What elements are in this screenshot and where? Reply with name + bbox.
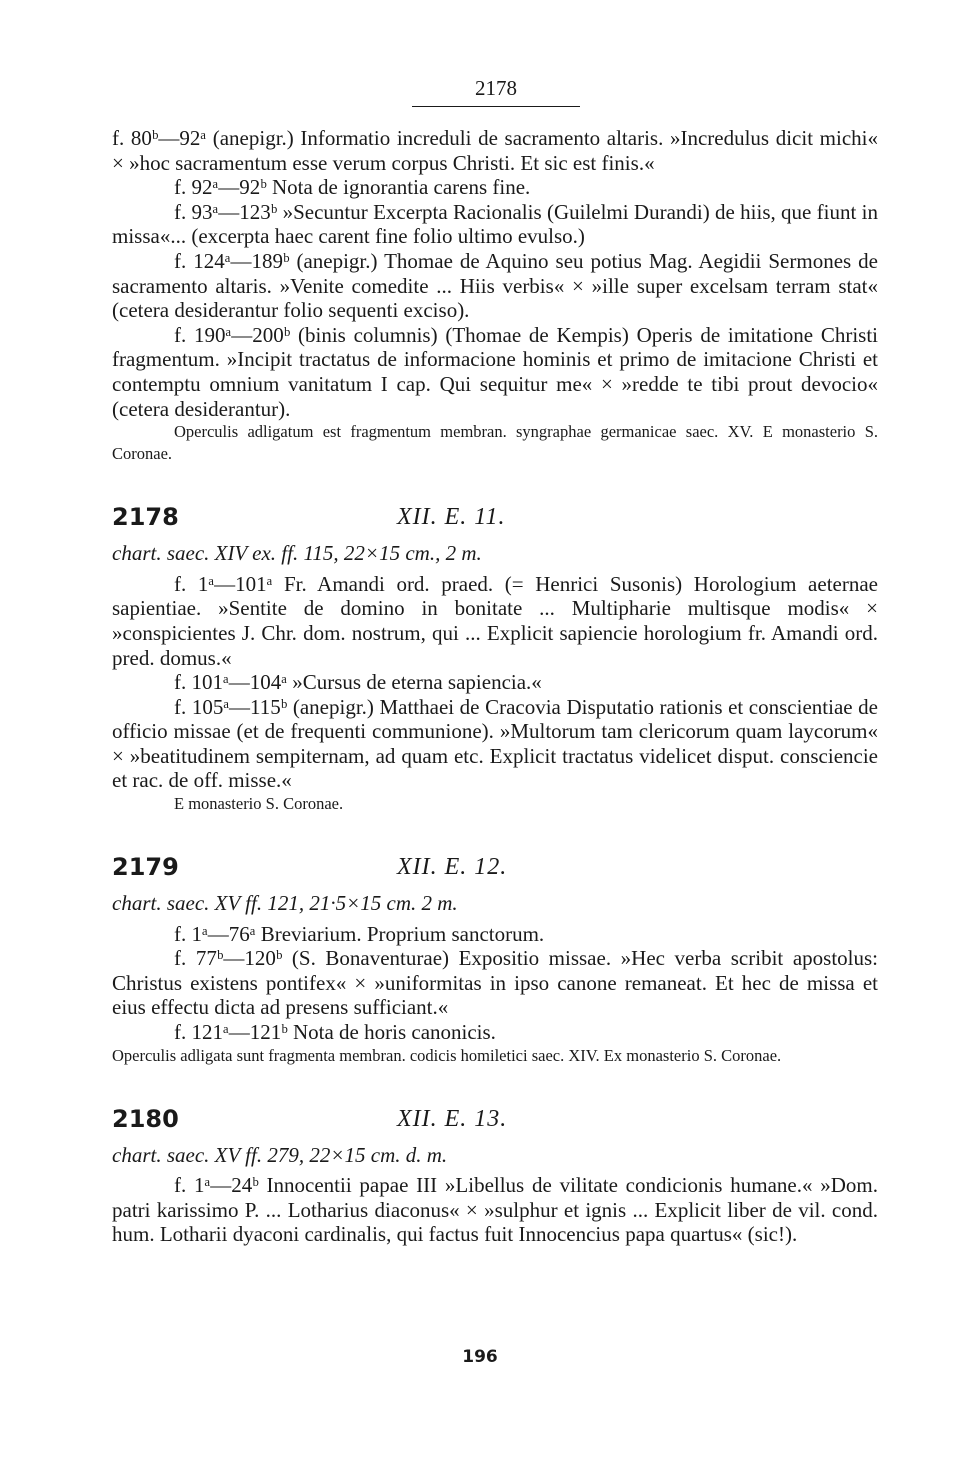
shelfmark: XII. E. 13. xyxy=(397,1105,508,1132)
entry-header xyxy=(112,505,878,537)
intro-note: Operculis adligatum est fragmentum membran. syngraphae germanicae saec. XV. E monasterio S. Coronae. xyxy=(112,422,878,464)
entry-paragraph: f. 101ᵃ—104ᵃ »Cursus de eterna sapiencia.« xyxy=(174,670,542,695)
entry-paragraph: f. 105ᵃ—115ᵇ (anepigr.) Matthaei de Cracovia Disputatio rationis et conscientiae de officio missae (et de frequenti communione). »Multorum tam clericorum quam laycorum« × »beatitudinem sempiternam, ad quam etc. Explicit tractatus videlicet disput. consciencie et rac. de off. misse.« xyxy=(112,694,878,793)
entry-paragraph: f. 121ᵃ—121ᵇ Nota de horis canonicis. xyxy=(174,1020,496,1045)
shelfmark: XII. E. 11. xyxy=(397,504,506,531)
page-body xyxy=(112,126,878,1247)
entry-number: 2178 xyxy=(112,503,179,532)
intro-paragraph-1: f. 80ᵇ—92ᵃ (anepigr.) Informatio increduli de sacramento altaris. »Incredulus dicit michi« × »hoc sacramentum esse verum corpus Christi. Et sic est finis.« xyxy=(112,126,878,175)
entry-note: Operculis adligata sunt fragmenta membran. codicis homiletici saec. XIV. Ex monasterio S. Coronae. xyxy=(112,1045,782,1065)
entry-number: 2179 xyxy=(112,853,179,882)
entry-header xyxy=(112,855,878,887)
running-head: 2178 xyxy=(412,76,580,107)
shelfmark: XII. E. 12. xyxy=(397,854,508,881)
entry-note: E monasterio S. Coronae. xyxy=(174,794,344,814)
intro-paragraph-5: f. 190ᵃ—200ᵇ (binis columnis) (Thomae de Kempis) Operis de imitatione Christi fragmentum. »Incipit tractatus de informacione hominis et primo de imitacione Christi et contemptu omnium vanitatum I cap. Qui sequitur me« × »redde te tibi prout devocio« (cetera desiderantur). xyxy=(112,322,878,421)
entry-description: chart. saec. XV ff. 121, 21·5×15 cm. 2 m. xyxy=(112,891,458,916)
intro-section xyxy=(112,126,878,465)
entry-2178 xyxy=(112,505,878,815)
intro-paragraph-2: f. 92ᵃ—92ᵇ Nota de ignorantia carens fine. xyxy=(174,175,531,200)
entry-paragraph: f. 1ᵃ—101ᵃ Fr. Amandi ord. praed. (= Henrici Susonis) Horologium aeternae sapientiae. »Sentite de domino in bonitate ... Multipharie multisque modis« × »conspicientes J. Chr. dom. nostrum, qui ... Explicit sapiencie horologium fr. Amandi ord. pred. domus.« xyxy=(112,571,878,670)
entry-paragraph: f. 1ᵃ—24ᵇ Innocentii papae III »Libellus de vilitate condicionis humane.« »Dom. patri karissimo P. ... Lotharius diaconus« × »sulphur et ignis ... Explicit liber de vil. cond. hum. Lotharii dyaconi cardinalis, qui factus fuit Innocencius papa quartus« (sic!). xyxy=(112,1173,878,1247)
intro-paragraph-3: f. 93ᵃ—123ᵇ »Secuntur Excerpta Racionalis (Guilelmi Durandi) de hiis, que fiunt in missa«... (excerpta haec carent fine folio ultimo evulso.) xyxy=(112,199,878,249)
entry-description: chart. saec. XIV ex. ff. 115, 22×15 cm., 2 m. xyxy=(112,541,482,566)
entry-paragraph: f. 1ᵃ—76ᵃ Breviarium. Proprium sanctorum. xyxy=(174,921,545,946)
entry-paragraph: f. 77ᵇ—120ᵇ (S. Bonaventurae) Expositio missae. »Hec verba scribit apostolus: Christus existens pontifex« × »uniformitas in ipso canone remaneat. Et hec de missa et eius effectu dicta ad presens sufficiant.« xyxy=(112,946,878,1020)
intro-paragraph-4: f. 124ᵃ—189ᵇ (anepigr.) Thomae de Aquino seu potius Mag. Aegidii Sermones de sacramento altaris. »Venite comedite ... Hiis verbis« × »ille super excelsam terram stat« (cetera desiderantur folio sequenti exciso). xyxy=(112,248,878,323)
page-number: 196 xyxy=(462,1347,498,1367)
entry-2180 xyxy=(112,1104,878,1247)
entry-number: 2180 xyxy=(112,1104,179,1133)
entry-2179 xyxy=(112,855,878,1067)
entry-header xyxy=(112,1104,878,1139)
entry-description: chart. saec. XV ff. 279, 22×15 cm. d. m. xyxy=(112,1142,448,1167)
